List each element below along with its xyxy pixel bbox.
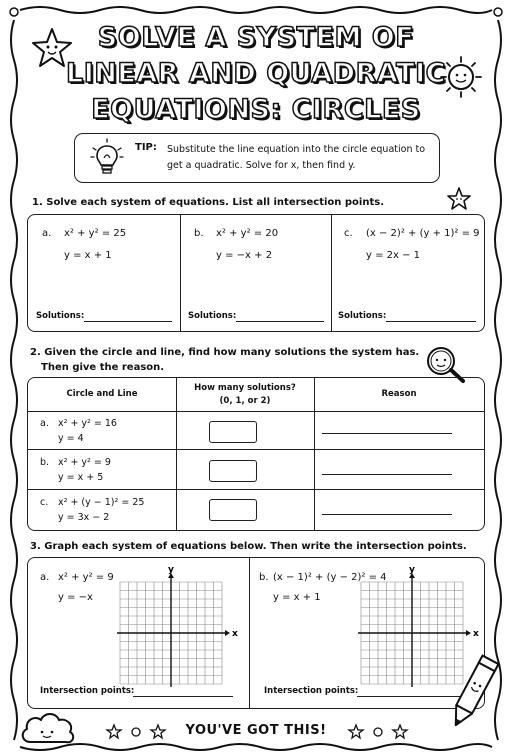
smiling-star-icon [30,26,74,70]
line-equation: y = 2x − 1 [366,250,421,261]
intersection-points-label: Intersection points: [264,686,359,696]
row-divider [28,449,484,450]
tip-label: TIP: [135,142,157,153]
smiling-sun-icon [438,54,484,100]
line-equation: y = 3x − 2 [58,512,110,523]
line-equation: y = x + 1 [273,592,321,603]
reason-answer-line[interactable] [322,433,452,434]
footer-stars-right-icon [348,724,408,740]
circle-equation: (x − 1)² + (y − 2)² = 4 [273,572,387,583]
footer-encouragement: YOU'VE GOT THIS! [185,723,327,738]
circle-equation: x² + y² = 9 [58,572,114,583]
column-divider [180,215,181,331]
problem-letter: b. [259,572,269,583]
table-row-b [40,455,111,485]
header-how-many-solutions-line-2: (0, 1, or 2) [219,396,271,406]
intersection-points-label: Intersection points: [40,686,135,696]
solutions-count-table [27,377,485,531]
problem-letter: b. [194,228,204,239]
header-circle-and-line: Circle and Line [66,389,138,399]
line-equation: y = −x [58,592,93,603]
solutions-label: Solutions: [36,311,85,321]
circle-equation: x² + y² = 16 [58,418,117,429]
solutions-label: Solutions: [338,311,387,321]
x-axis-arrow-icon [466,630,471,636]
solutions-answer-line[interactable] [236,321,324,322]
problem-1b [194,223,278,267]
y-axis-label: y [168,565,174,575]
header-how-many-solutions [176,382,314,408]
problem-letter: c. [344,228,353,239]
y-axis-label: y [409,565,415,575]
section-2-title-line-2: Then give the reason. [41,362,165,373]
problem-1a [42,223,126,267]
solution-count-input[interactable] [209,460,257,482]
row-divider [28,489,484,490]
small-star-icon [446,186,472,212]
solutions-answer-line[interactable] [386,321,476,322]
solution-count-input[interactable] [209,421,257,443]
circle-equation: x² + y² = 20 [216,228,279,239]
header-how-many-solutions-line-1: How many solutions? [194,383,296,393]
worksheet-title-line-3: EQUATIONS: CIRCLES [91,94,421,125]
solutions-answer-line[interactable] [84,321,172,322]
line-equation: y = x + 5 [58,472,104,483]
problem-letter: a. [40,572,50,583]
circle-equation: x² + y² = 9 [58,457,111,468]
circle-equation: x² + (y − 1)² = 25 [58,497,145,508]
line-equation: y = x + 1 [64,250,112,261]
tip-text: Substitute the line equation into the circle equation to get a quadratic. Solve for x, then find y. [167,144,426,171]
row-divider [28,411,484,412]
x-axis-arrow-icon [225,630,230,636]
row-letter: c. [40,497,49,508]
section-3-title: 3. Graph each system of equations below. Then write the intersection points. [30,541,467,552]
lightbulb-icon [89,138,125,178]
column-divider [249,558,250,708]
header-reason: Reason [381,389,417,399]
reason-answer-line[interactable] [322,474,452,475]
line-equation: y = −x + 2 [216,250,273,261]
column-divider [331,215,332,331]
reason-answer-line[interactable] [322,514,452,515]
coordinate-grid-a[interactable] [114,565,238,684]
worksheet-title-line-2: LINEAR AND QUADRATIC [66,58,446,89]
row-letter: b. [40,457,50,468]
row-letter: a. [40,418,49,429]
table-row-a [40,416,117,446]
line-equation: y = 4 [58,433,84,444]
solution-count-input[interactable] [209,499,257,521]
problem-letter: a. [42,228,52,239]
intersection-points-answer-line[interactable] [133,696,233,697]
x-axis-label: x [232,629,238,639]
solutions-label: Solutions: [188,311,237,321]
section-2-title-line-1: 2. Given the circle and line, find how many solutions the system has. [30,347,420,358]
worksheet-title-line-1: SOLVE A SYSTEM OF [97,22,415,53]
table-row-c [40,495,144,525]
section-1-box [27,214,485,332]
tip-box [74,133,440,183]
x-axis-label: x [473,629,479,639]
problem-3a [40,568,114,608]
problem-1c [344,223,480,267]
column-divider [314,378,315,530]
section-1-title: 1. Solve each system of equations. List all intersection points. [32,197,384,208]
circle-equation: x² + y² = 25 [64,228,127,239]
circle-equation: (x − 2)² + (y + 1)² = 9 [366,228,480,239]
footer-stars-left-icon [106,724,166,740]
